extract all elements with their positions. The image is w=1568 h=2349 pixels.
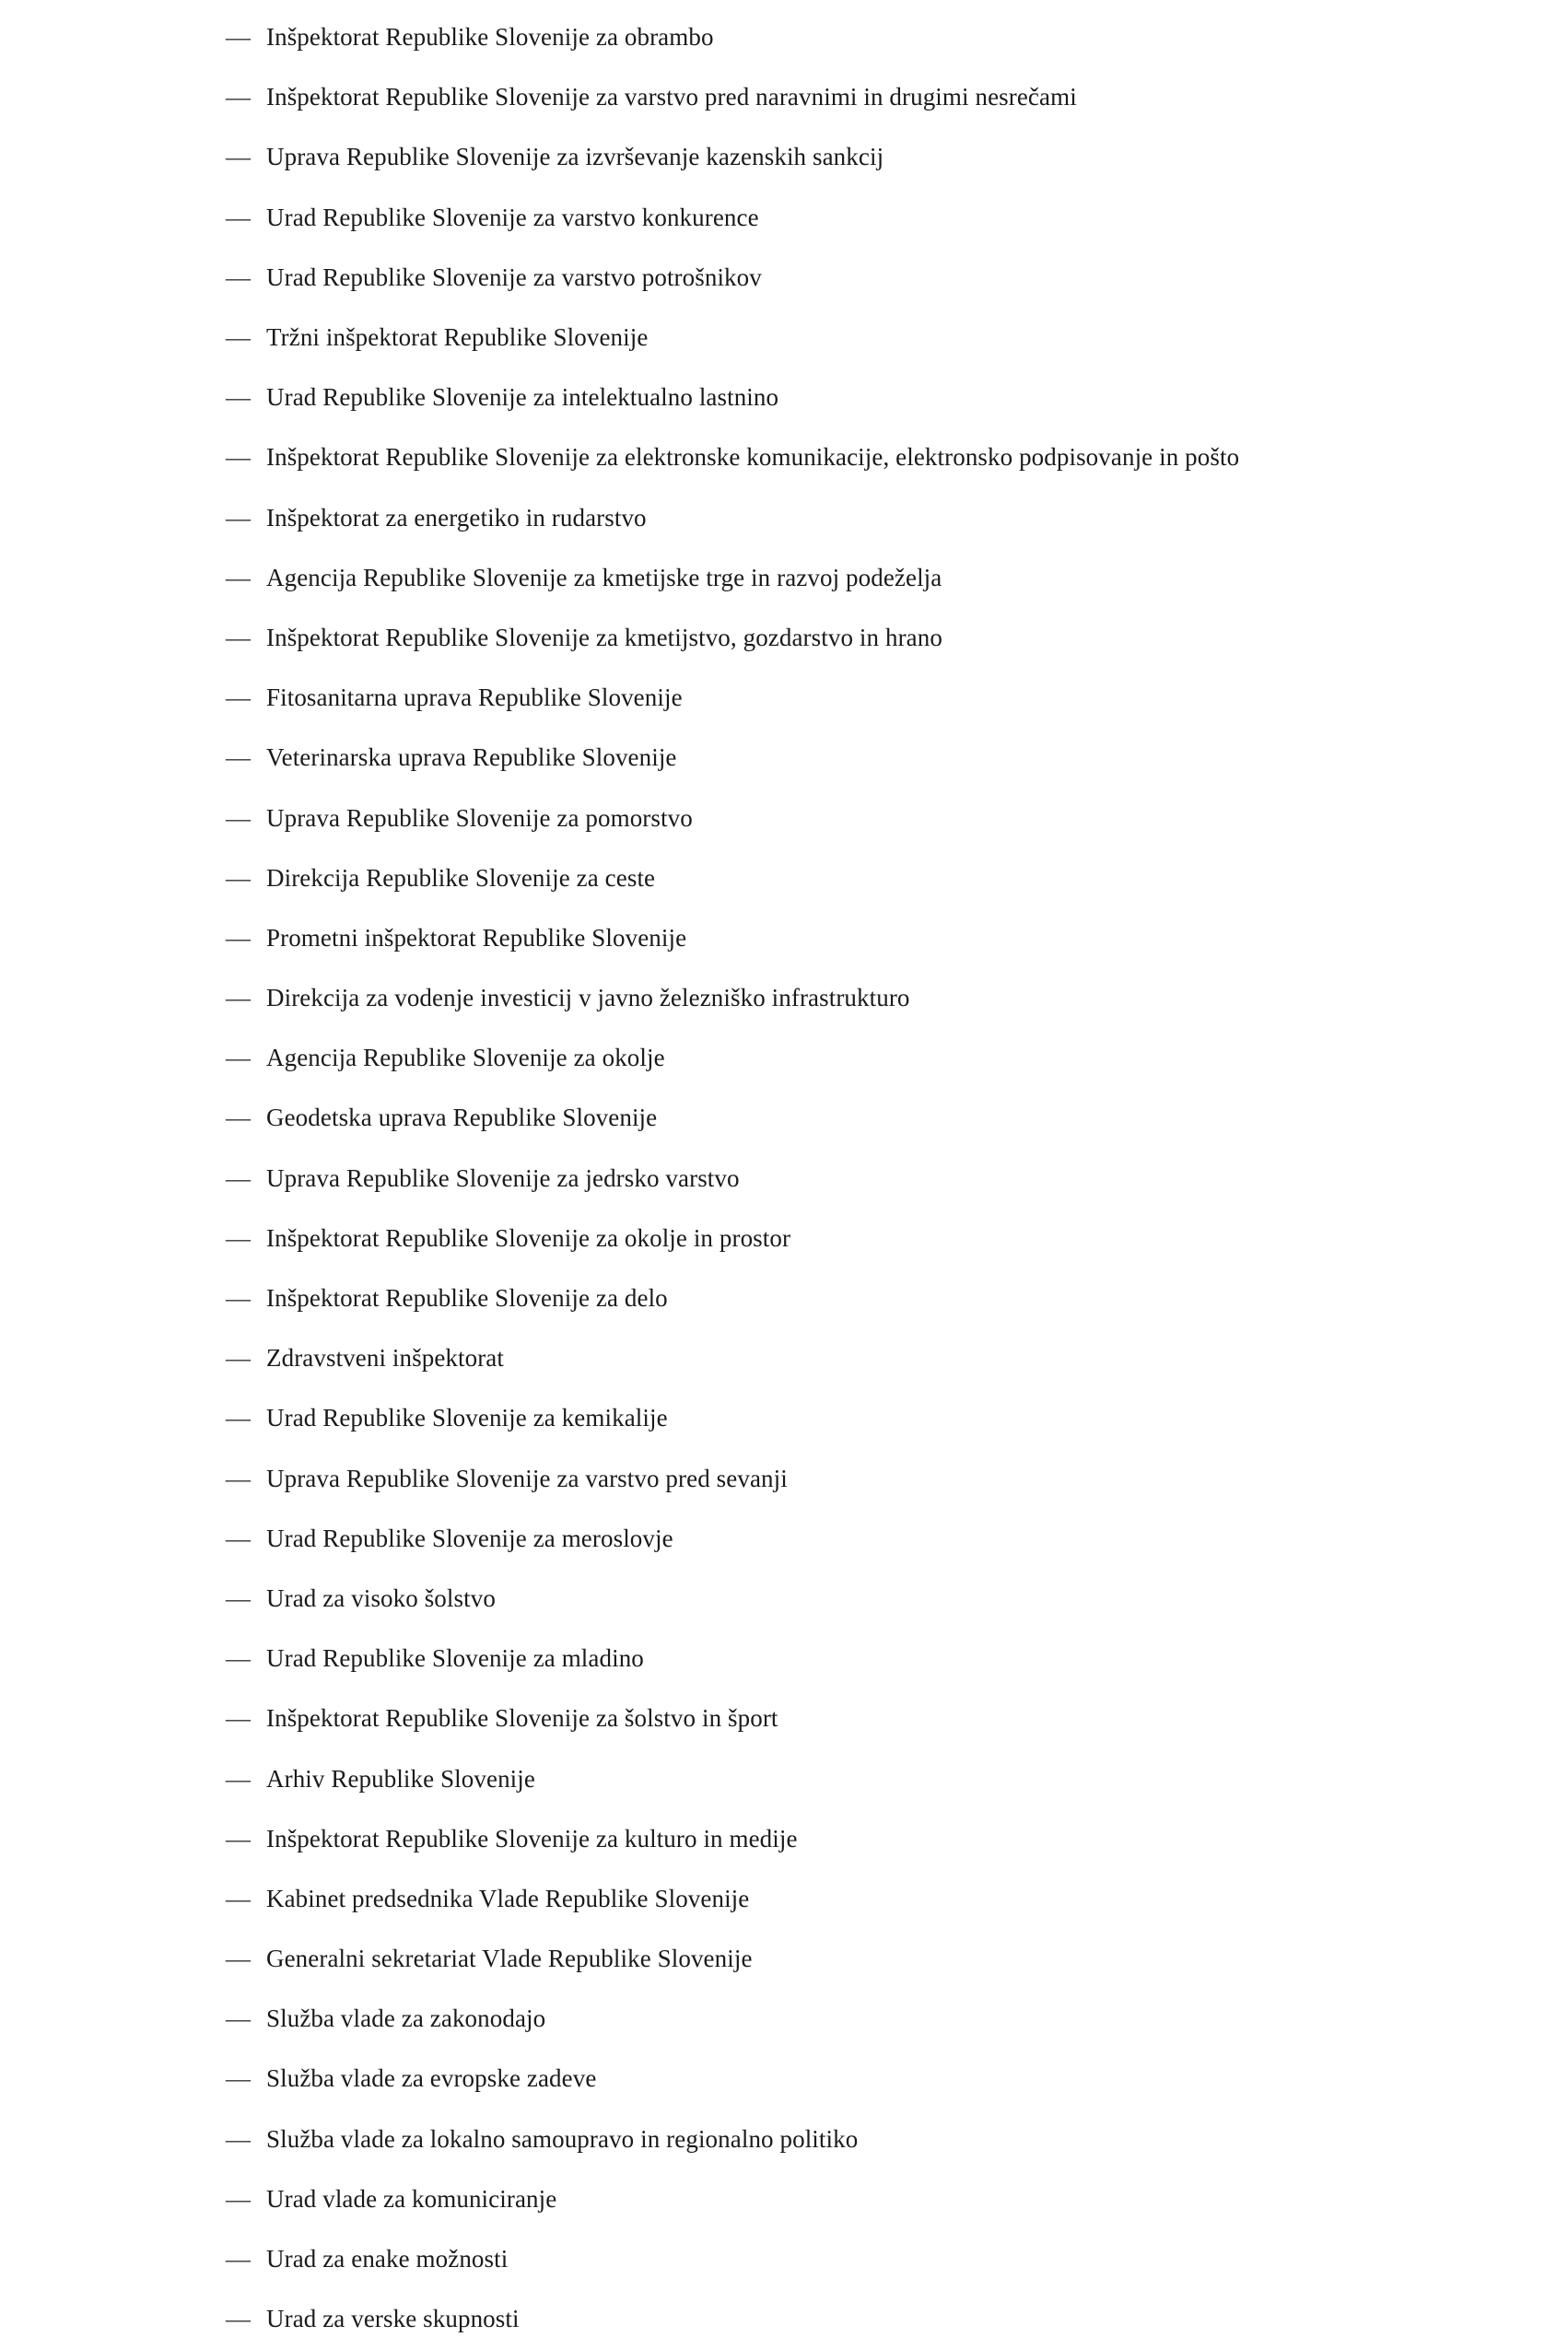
list-dash: — [226, 1104, 251, 1132]
list-item [226, 1869, 1497, 1929]
list-dash: — [226, 1524, 251, 1552]
list-dash: — [226, 1404, 251, 1432]
list-item-text: Urad Republike Slovenije za varstvo potrošnikov [266, 263, 762, 291]
list-item [226, 548, 1497, 608]
list-item-text: Direkcija za vodenje investicij v javno železniško infrastrukturo [266, 984, 910, 1012]
list-item [226, 1209, 1497, 1268]
list-item-text: Služba vlade za zakonodajo [266, 2004, 546, 2033]
list-item-text: Inšpektorat Republike Slovenije za kmetijstvo, gozdarstvo in hrano [266, 623, 942, 651]
list-dash: — [226, 1764, 251, 1793]
list-dash: — [226, 1884, 251, 1912]
list-dash: — [226, 83, 251, 111]
list-dash: — [226, 743, 251, 772]
list-dash: — [226, 623, 251, 651]
list-item [226, 1268, 1497, 1328]
list-item [226, 2109, 1497, 2169]
list-dash: — [226, 1824, 251, 1852]
list-item [226, 368, 1497, 427]
list-item-text: Služba vlade za lokalno samoupravo in regionalno politiko [266, 2124, 859, 2153]
list-item-text: Urad Republike Slovenije za kemikalije [266, 1404, 668, 1432]
list-item-text: Inšpektorat Republike Slovenije za obrambo [266, 23, 714, 52]
list-dash: — [226, 1945, 251, 1973]
list-item-text: Geodetska uprava Republike Slovenije [266, 1104, 658, 1132]
list-item-text: Kabinet predsednika Vlade Republike Slovenije [266, 1884, 750, 1912]
list-item-text: Uprava Republike Slovenije za jedrsko varstvo [266, 1163, 740, 1192]
list-item-text: Inšpektorat Republike Slovenije za elektronske komunikacije, elektronsko podpisovanje in pošto [266, 443, 1240, 472]
list-item-text: Uprava Republike Slovenije za pomorstvo [266, 803, 693, 832]
list-dash: — [226, 923, 251, 952]
list-item [226, 427, 1497, 487]
list-item-text: Urad Republike Slovenije za meroslovje [266, 1524, 673, 1552]
list-dash: — [226, 383, 251, 412]
list-item-text: Urad za visoko šolstvo [266, 1584, 496, 1612]
list-item-text: Tržni inšpektorat Republike Slovenije [266, 323, 649, 352]
list-item-text: Inšpektorat Republike Slovenije za varstvo pred naravnimi in drugimi nesrečami [266, 83, 1077, 111]
list-dash: — [226, 2064, 251, 2093]
list-item-text: Urad Republike Slovenije za intelektualno lastnino [266, 383, 779, 412]
list-item [226, 7, 1497, 67]
list-dash: — [226, 443, 251, 472]
list-item-text: Služba vlade za evropske zadeve [266, 2064, 597, 2093]
list-dash: — [226, 803, 251, 832]
list-item-text: Fitosanitarna uprava Republike Slovenije [266, 684, 683, 712]
list-item-text: Inšpektorat Republike Slovenije za kulturo in medije [266, 1824, 798, 1852]
list-dash: — [226, 1284, 251, 1313]
list-item [226, 488, 1497, 548]
list-item [226, 248, 1497, 308]
list-item [226, 668, 1497, 728]
list-item-text: Generalni sekretariat Vlade Republike Slovenije [266, 1945, 753, 1973]
list-item-text: Veterinarska uprava Republike Slovenije [266, 743, 677, 772]
list-item [226, 1989, 1497, 2049]
list-dash: — [226, 563, 251, 591]
list-item [226, 1509, 1497, 1569]
list-item-text: Zdravstveni inšpektorat [266, 1344, 504, 1373]
list-dash: — [226, 1223, 251, 1252]
list-item [226, 1028, 1497, 1088]
list-item [226, 1569, 1497, 1629]
list-dash: — [226, 984, 251, 1012]
list-dash: — [226, 1044, 251, 1072]
list-dash: — [226, 2124, 251, 2153]
list-item [226, 1449, 1497, 1509]
list-item [226, 1149, 1497, 1209]
list-item [226, 127, 1497, 187]
list-dash: — [226, 323, 251, 352]
list-item-text: Agencija Republike Slovenije za okolje [266, 1044, 665, 1072]
list-item-text: Inšpektorat za energetiko in rudarstvo [266, 503, 647, 532]
list-item [226, 2169, 1497, 2229]
list-dash: — [226, 503, 251, 532]
list-dash: — [226, 1464, 251, 1492]
list-item [226, 188, 1497, 248]
list-item-text: Inšpektorat Republike Slovenije za delo [266, 1284, 668, 1313]
list-item-text: Arhiv Republike Slovenije [266, 1764, 535, 1793]
list-dash: — [226, 684, 251, 712]
list-item [226, 908, 1497, 968]
list-item [226, 2289, 1497, 2349]
list-item [226, 1929, 1497, 1989]
list-item [226, 1689, 1497, 1748]
list-dash: — [226, 863, 251, 892]
list-dash: — [226, 2184, 251, 2213]
list-item [226, 728, 1497, 788]
list-item [226, 1328, 1497, 1388]
list-item [226, 2229, 1497, 2289]
list-item [226, 1388, 1497, 1448]
list-item [226, 968, 1497, 1028]
list-dash: — [226, 263, 251, 291]
list-item [226, 308, 1497, 368]
list-item-text: Urad za enake možnosti [266, 2245, 509, 2273]
list-item [226, 848, 1497, 908]
list-item [226, 2049, 1497, 2109]
list-item-text: Direkcija Republike Slovenije za ceste [266, 863, 656, 892]
institution-list [226, 7, 1497, 2349]
list-dash: — [226, 1584, 251, 1612]
list-dash: — [226, 23, 251, 52]
list-item-text: Urad Republike Slovenije za varstvo konkurence [266, 203, 759, 231]
list-item [226, 1629, 1497, 1689]
list-item [226, 1748, 1497, 1808]
list-dash: — [226, 2305, 251, 2333]
list-item [226, 67, 1497, 127]
list-dash: — [226, 2004, 251, 2033]
list-dash: — [226, 1344, 251, 1373]
list-item-text: Uprava Republike Slovenije za varstvo pred sevanji [266, 1464, 788, 1492]
list-item [226, 1809, 1497, 1869]
list-item-text: Inšpektorat Republike Slovenije za šolstvo in šport [266, 1704, 778, 1733]
list-item [226, 1088, 1497, 1148]
list-dash: — [226, 203, 251, 231]
list-item [226, 788, 1497, 847]
list-item-text: Urad za verske skupnosti [266, 2305, 520, 2333]
list-item [226, 608, 1497, 668]
list-dash: — [226, 1163, 251, 1192]
list-item-text: Urad Republike Slovenije za mladino [266, 1644, 644, 1673]
list-item-text: Agencija Republike Slovenije za kmetijske trge in razvoj podeželja [266, 563, 942, 591]
list-item-text: Uprava Republike Slovenije za izvrševanje kazenskih sankcij [266, 143, 884, 171]
list-item-text: Urad vlade za komuniciranje [266, 2184, 557, 2213]
list-dash: — [226, 1704, 251, 1733]
list-item-text: Inšpektorat Republike Slovenije za okolje in prostor [266, 1223, 791, 1252]
list-item-text: Prometni inšpektorat Republike Slovenije [266, 923, 687, 952]
list-dash: — [226, 2245, 251, 2273]
list-dash: — [226, 143, 251, 171]
list-dash: — [226, 1644, 251, 1673]
